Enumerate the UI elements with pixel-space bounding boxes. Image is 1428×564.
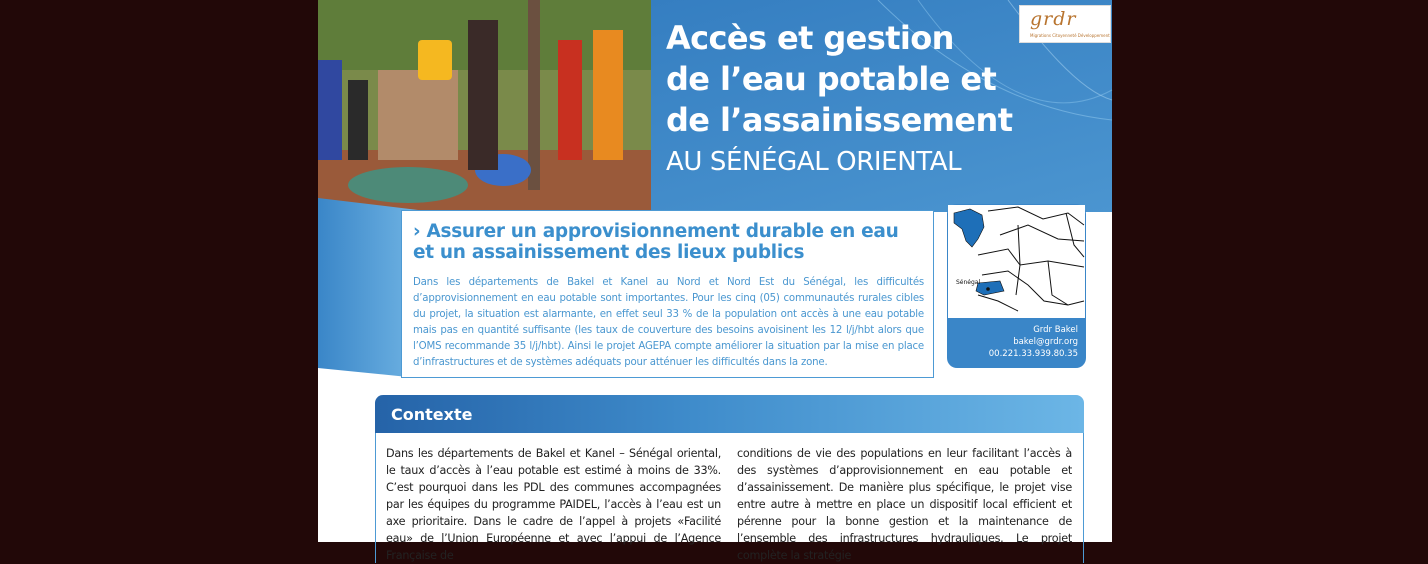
intro-heading: › Assurer un approvisionnement durable en eau et un assainissement des lieux publics [413,221,899,263]
logo-wordmark: grdr [1030,8,1077,30]
context-title: Contexte [391,405,473,424]
map-contact-card [947,204,1086,368]
context-paragraph-2: conditions de vie des populations en leur facilitant l’accès à des systèmes d’approvisionnement en eau potable et d’assainissement. De manière plus spécifique, le projet vise entre autre à mettre en place un dispositif local efficient et pérenne pour la bonne gestion et la maintenance de l’ensemble des infrastructures hydrauliques. Le projet complète la stratégie [737,447,1072,562]
context-section-header [375,395,1084,433]
context-column-1 [386,445,721,564]
context-paragraph-1: Dans les départements de Bakel et Kanel – Sénégal oriental, le taux d’accès à l’eau potable est estimé à moins de 33%. C’est pourquoi dans les PDL des communes accompagnées par les équipes du programme PAIDEL, l’accès à l’eau est un axe prioritaire. Dans le cadre de l’appel à projets «Facilité eau» de l’Union Européenne et avec l’appui de l’Agence Française de [386,447,721,562]
title-line-3: de l’assainissement [666,101,1013,139]
west-africa-map [948,205,1085,318]
contact-phone: 00.221.33.939.80.35 [988,349,1078,359]
contact-email: bakel@grdr.org [1013,337,1078,347]
map-label-senegal: Sénégal [956,279,981,286]
context-column-2 [737,445,1072,564]
children-water-photo [318,0,651,210]
intro-body: Dans les départements de Bakel et Kanel au Nord et Nord Est du Sénégal, les difficultés d’approvisionnement en eau potable sont importantes. Pour les cinq (05) communautés rurales cibles du projet, la situation est alarmante, en effet seul 33 % de la population ont accès à une eau potable mais pas en quantité suffisante (les taux de couverture des besoins avoisinent les 12 l/j/hbt alors que l’OMS recommande 35 l/j/hbt). Ainsi le projet AGEPA compte améliorer la situation par la mise en place d’infrastructures et de systèmes adéquats pour atténuer les difficultés dans la zone. [413,277,924,368]
brochure-page [318,0,1112,562]
context-section-body [375,433,1084,563]
subtitle: AU SÉNÉGAL ORIENTAL [666,147,962,177]
header-banner [318,0,1112,212]
logo-tagline: Migrations Citoyenneté Développement [1030,33,1110,38]
intro-box [401,210,934,378]
contact-info [989,324,1078,360]
title-line-2: de l’eau potable et [666,60,997,98]
contact-name: Grdr Bakel [1033,325,1078,335]
grdr-logo [1019,5,1111,43]
title-line-1: Accès et gestion [666,19,954,57]
